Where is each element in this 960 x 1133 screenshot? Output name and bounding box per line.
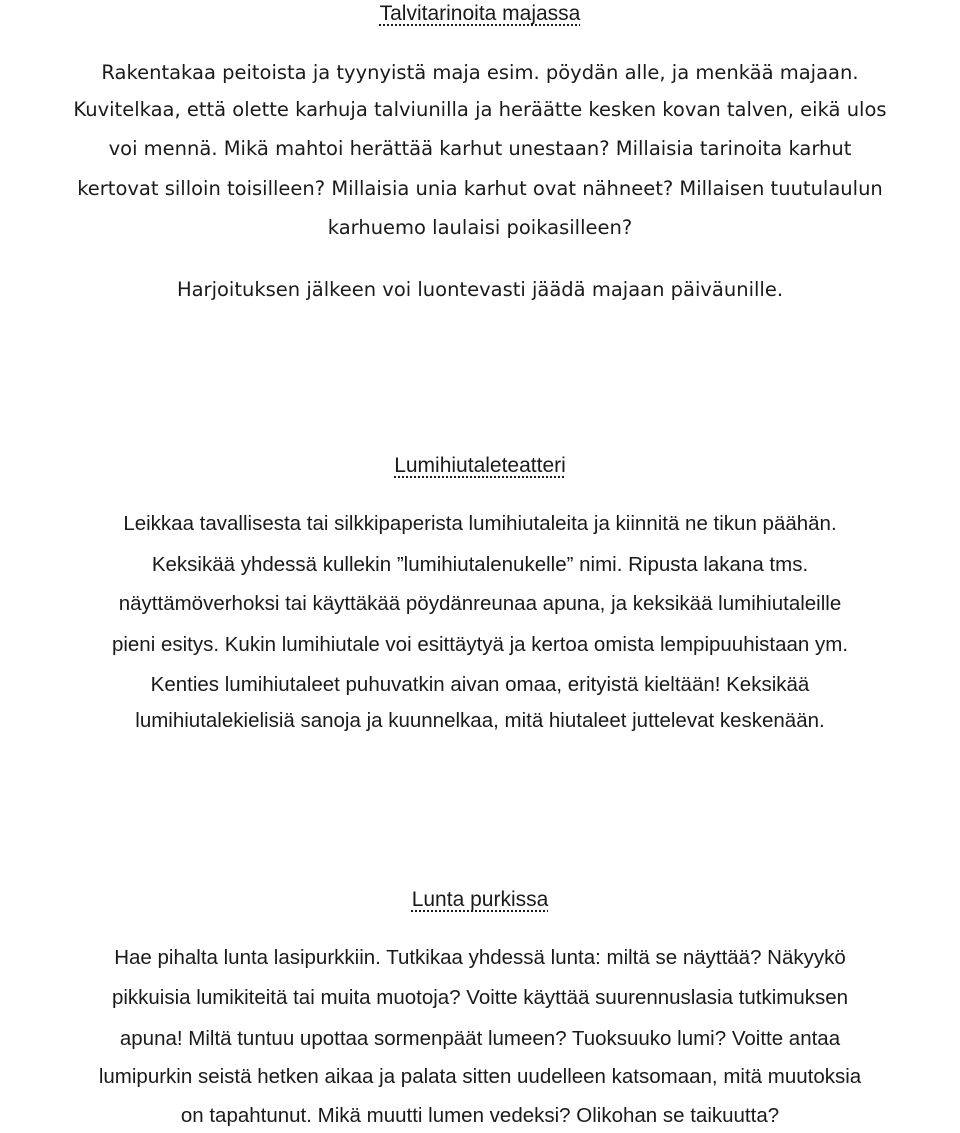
paragraph-line: Hae pihalta lunta lasipurkkiin. Tutkikaa yhdessä lunta: miltä se näyttää? Näkyykö: [114, 946, 846, 969]
paragraph-line: pieni esitys. Kukin lumihiutale voi esittäytyä ja kertoa omista lempipuuhistaan ym.: [111, 633, 849, 656]
section-heading: [0, 0, 960, 28]
paragraph-line: Harjoituksen jälkeen voi luontevasti jäädä majaan päiväunille.: [176, 278, 784, 301]
paragraph-line: lumipurkin seistä hetken aikaa ja palata sitten uudelleen katsomaan, mitä muutoksia: [98, 1065, 862, 1088]
section-title: Talvitarinoita majassa: [379, 2, 581, 25]
paragraph-line: apuna! Miltä tuntuu upottaa sormenpäät lumeen? Tuoksuuko lumi? Voitte antaa: [119, 1027, 841, 1050]
paragraph-line: karhuemo laulaisi poikasilleen?: [327, 216, 633, 239]
paragraph-line: Keksikää yhdessä kullekin ”lumihiutalenukelle” nimi. Ripusta lakana tms.: [151, 553, 809, 576]
paragraph-line: kertovat silloin toisilleen? Millaisia unia karhut ovat nähneet? Millaisen tuutulaulun: [77, 177, 883, 200]
paragraph-line: Kenties lumihiutaleet puhuvatkin aivan omaa, erityistä kieltään! Keksikää: [150, 673, 810, 696]
section-heading: [0, 886, 960, 914]
paragraph-line: Kuvitelkaa, että olette karhuja talviunilla ja heräätte kesken kovan talven, eikä ulos: [73, 98, 887, 121]
section-title: Lumihiutaleteatteri: [394, 454, 566, 477]
section-heading: [0, 452, 960, 480]
paragraph-line: pikkuisia lumikiteitä tai muita muotoja? Voitte käyttää suurennuslasia tutkimuksen: [111, 986, 849, 1009]
paragraph-line: voi mennä. Mikä mahtoi herättää karhut unestaan? Millaisia tarinoita karhut: [108, 137, 852, 160]
paragraph-line: näyttämöverhoksi tai käyttäkää pöydänreunaa apuna, ja keksikää lumihiutaleille: [118, 592, 842, 615]
section-lumihiutaleteatteri: [0, 452, 960, 752]
paragraph-line: lumihiutalekielisiä sanoja ja kuunnelkaa, mitä hiutaleet juttelevat keskenään.: [135, 709, 825, 732]
section-lunta-purkissa: [0, 886, 960, 1133]
paragraph-line: Leikkaa tavallisesta tai silkkipaperista lumihiutaleita ja kiinnitä ne tikun päähän.: [123, 512, 837, 535]
section-talvitarinoita: [0, 0, 960, 320]
section-title: Lunta purkissa: [411, 888, 549, 911]
paragraph-line: on tapahtunut. Mikä muutti lumen vedeksi? Olikohan se taikuutta?: [180, 1104, 780, 1127]
paragraph-line: Rakentakaa peitoista ja tyynyistä maja esim. pöydän alle, ja menkää majaan.: [101, 61, 859, 84]
